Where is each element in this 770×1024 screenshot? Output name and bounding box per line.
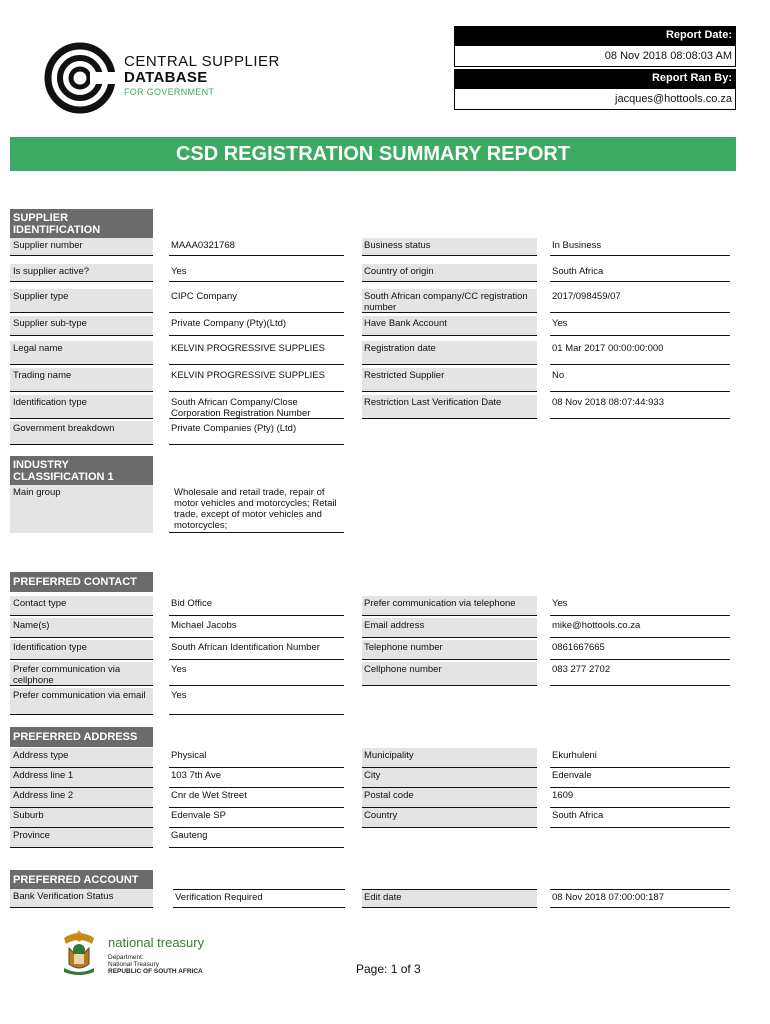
csd-logo-text — [124, 54, 280, 98]
department-name: National Treasury — [108, 961, 159, 968]
section-supplier-identification: SUPPLIER IDENTIFICATION — [10, 209, 153, 239]
supplier-active-label: Is supplier active? — [10, 264, 153, 282]
main-group-value: Wholesale and retail trade, repair of motor vehicles and motorcycles; Retail trade, except of motor vehicles and motorcycles; — [169, 485, 344, 533]
business-status-value: In Business — [550, 238, 730, 256]
telephone-number-label: Telephone number — [362, 640, 537, 660]
prefer-telephone-value: Yes — [550, 596, 730, 616]
names-label: Name(s) — [10, 618, 153, 638]
registration-number-value: 2017/098459/07 — [550, 289, 730, 313]
prefer-cellphone-value: Yes — [169, 662, 344, 686]
suburb-value: Edenvale SP — [169, 808, 344, 828]
identification-type-value: South African Company/Close Corporation Registration Number — [169, 395, 344, 419]
legal-name-label: Legal name — [10, 341, 153, 365]
supplier-type-value: CIPC Company — [169, 289, 344, 313]
postal-code-label: Postal code — [362, 788, 537, 808]
main-group-label: Main group — [10, 485, 153, 533]
trading-name-value: KELVIN PROGRESSIVE SUPPLIES — [169, 368, 344, 392]
restriction-verification-value: 08 Nov 2018 08:07:44:933 — [550, 395, 730, 419]
supplier-type-label: Supplier type — [10, 289, 153, 313]
address-line-2-label: Address line 2 — [10, 788, 153, 808]
contact-identification-type-label: Identification type — [10, 640, 153, 660]
government-breakdown-value: Private Companies (Pty) (Ltd) — [169, 421, 344, 445]
department-label: Department: — [108, 954, 144, 961]
suburb-label: Suburb — [10, 808, 153, 828]
section-preferred-contact: PREFERRED CONTACT — [10, 572, 153, 592]
address-line-1-value: 103 7th Ave — [169, 768, 344, 788]
report-ran-by-label: Report Ran By: — [454, 69, 736, 88]
coat-of-arms-icon — [58, 928, 100, 978]
email-address-value: mike@hottools.co.za — [550, 618, 730, 638]
supplier-number-label: Supplier number — [10, 238, 153, 256]
supplier-active-value: Yes — [169, 264, 344, 282]
logo-line-3: FOR GOVERNMENT — [124, 87, 215, 97]
edit-date-label: Edit date — [362, 889, 537, 908]
section-preferred-address: PREFERRED ADDRESS — [10, 727, 153, 747]
page-title: CSD REGISTRATION SUMMARY REPORT — [10, 137, 736, 171]
section-industry-classification: INDUSTRY CLASSIFICATION 1 — [10, 456, 153, 486]
restricted-supplier-value: No — [550, 368, 730, 392]
page-number: Page: 1 of 3 — [356, 962, 421, 976]
registration-date-value: 01 Mar 2017 00:00:00:000 — [550, 341, 730, 365]
logo-line-1: CENTRAL SUPPLIER — [124, 53, 280, 70]
province-label: Province — [10, 828, 153, 848]
restriction-verification-label: Restriction Last Verification Date — [362, 395, 537, 419]
report-date-value: 08 Nov 2018 08:08:03 AM — [454, 45, 736, 67]
address-country-value: South Africa — [550, 808, 730, 828]
cellphone-number-value: 083 277 2702 — [550, 662, 730, 686]
republic-name: REPUBLIC OF SOUTH AFRICA — [108, 968, 203, 975]
address-line-2-value: Cnr de Wet Street — [169, 788, 344, 808]
city-label: City — [362, 768, 537, 788]
trading-name-label: Trading name — [10, 368, 153, 392]
national-treasury-title: national treasury — [108, 935, 205, 950]
names-value: Michael Jacobs — [169, 618, 344, 638]
contact-type-label: Contact type — [10, 596, 153, 616]
supplier-subtype-label: Supplier sub-type — [10, 316, 153, 336]
bank-verification-label: Bank Verification Status — [10, 889, 153, 908]
municipality-value: Ekurhuleni — [550, 748, 730, 768]
identification-type-label: Identification type — [10, 395, 153, 419]
csd-logo-icon — [44, 42, 116, 114]
business-status-label: Business status — [362, 238, 537, 256]
prefer-email-label: Prefer communication via email — [10, 688, 153, 715]
country-of-origin-value: South Africa — [550, 264, 730, 282]
edit-date-value: 08 Nov 2018 07:00:00:187 — [550, 889, 730, 908]
telephone-number-value: 0861667665 — [550, 640, 730, 660]
prefer-telephone-label: Prefer communication via telephone — [362, 596, 537, 616]
address-country-label: Country — [362, 808, 537, 828]
restricted-supplier-label: Restricted Supplier — [362, 368, 537, 392]
address-type-label: Address type — [10, 748, 153, 768]
supplier-number-value: MAAA0321768 — [169, 238, 344, 256]
address-type-value: Physical — [169, 748, 344, 768]
registration-number-label: South African company/CC registration number — [362, 289, 537, 313]
bank-account-value: Yes — [550, 316, 730, 336]
country-of-origin-label: Country of origin — [362, 264, 537, 282]
address-line-1-label: Address line 1 — [10, 768, 153, 788]
legal-name-value: KELVIN PROGRESSIVE SUPPLIES — [169, 341, 344, 365]
prefer-cellphone-label: Prefer communication via cellphone — [10, 662, 153, 686]
bank-account-label: Have Bank Account — [362, 316, 537, 336]
bank-verification-value: Verification Required — [173, 889, 345, 908]
postal-code-value: 1609 — [550, 788, 730, 808]
province-value: Gauteng — [169, 828, 344, 848]
registration-date-label: Registration date — [362, 341, 537, 365]
report-ran-by-value: jacques@hottools.co.za — [454, 88, 736, 110]
prefer-email-value: Yes — [169, 688, 344, 715]
city-value: Edenvale — [550, 768, 730, 788]
government-breakdown-label: Government breakdown — [10, 421, 153, 445]
cellphone-number-label: Cellphone number — [362, 662, 537, 686]
supplier-subtype-value: Private Company (Pty)(Ltd) — [169, 316, 344, 336]
report-date-label: Report Date: — [454, 26, 736, 45]
logo-line-2: DATABASE — [124, 69, 208, 86]
contact-identification-type-value: South African Identification Number — [169, 640, 344, 660]
contact-type-value: Bid Office — [169, 596, 344, 616]
section-preferred-account: PREFERRED ACCOUNT — [10, 870, 153, 890]
municipality-label: Municipality — [362, 748, 537, 768]
national-treasury-logo — [108, 936, 204, 975]
email-address-label: Email address — [362, 618, 537, 638]
